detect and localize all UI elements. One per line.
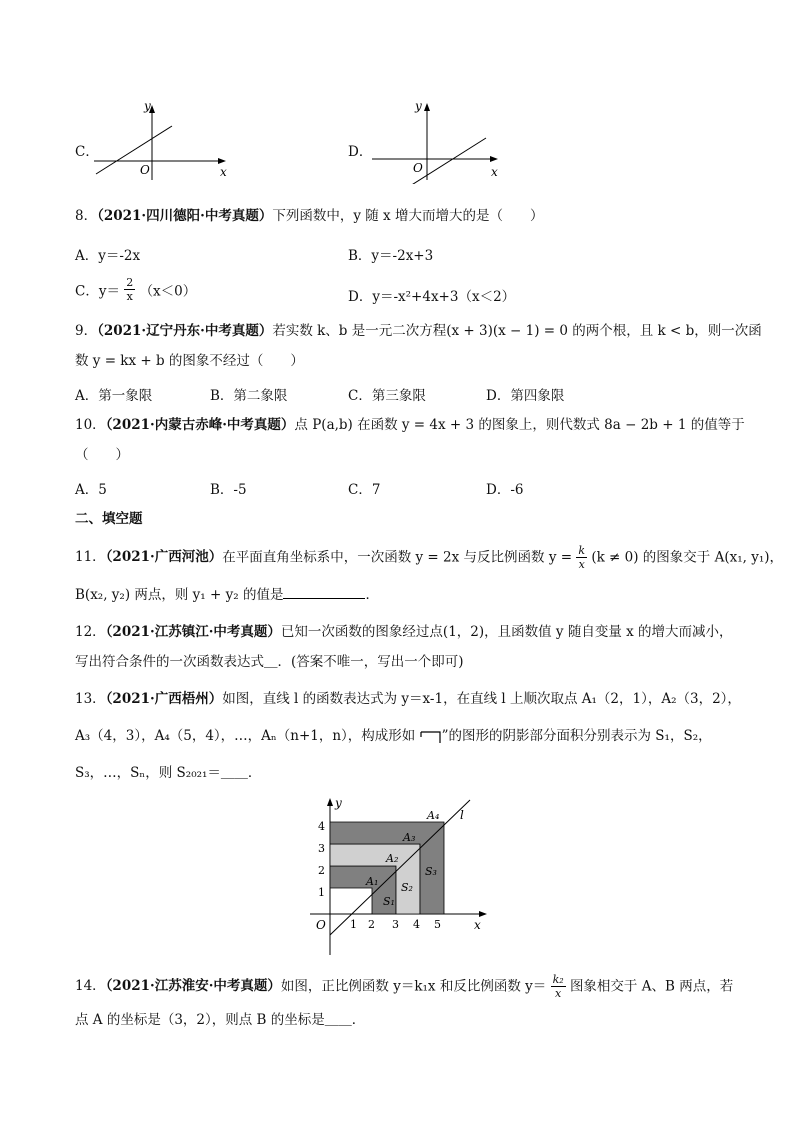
- q10-option-c: C．7: [348, 482, 381, 498]
- d-axis-y: y: [415, 99, 422, 113]
- q9-stem: 9．（2021·辽宁丹东·中考真题）若实数 k、b 是一元二次方程(x + 3)(x − 1) = 0 的两个根，且 k < b，则一次函: [75, 323, 762, 339]
- q10-option-b: B．-5: [210, 482, 247, 498]
- q9-option-c: C．第三象限: [348, 388, 426, 404]
- q12-stem: 12．（2021·江苏镇江·中考真题）已知一次函数的图象经过点(1，2)，且函数值 y 随自变量 x 的增大而减小，: [75, 624, 733, 640]
- svg-text:S₂: S₂: [401, 881, 413, 894]
- q8-option-d: D．y＝-x²+4x+3（x＜2）: [348, 289, 516, 305]
- svg-text:1: 1: [350, 918, 357, 931]
- q9-option-d: D．第四象限: [486, 388, 565, 404]
- q13-stem-3: S₃，…，Sₙ，则 S₂₀₂₁＝＿＿．: [75, 765, 262, 781]
- svg-text:4: 4: [318, 820, 325, 833]
- option-d-graph: [370, 98, 510, 184]
- option-d-label: D．: [348, 144, 373, 160]
- svg-text:l: l: [460, 808, 464, 822]
- svg-text:3: 3: [392, 918, 399, 931]
- c-axis-x: x: [220, 165, 227, 179]
- svg-text:S₁: S₁: [383, 895, 395, 908]
- svg-text:2: 2: [368, 918, 375, 931]
- q12-stem-2: 写出符合条件的一次函数表达式＿．(答案不唯一，写出一个即可): [75, 654, 464, 670]
- c-origin: O: [140, 163, 150, 177]
- q9-option-b: B．第二象限: [210, 388, 288, 404]
- q8-option-b: B．y＝-2x+3: [348, 248, 434, 264]
- q13-stem-2: A₃（4，3），A₄（5，4），…，Aₙ（n+1，n），构成形如 ”的图形的阴影部分面积分别表示为 S₁，S₂，: [75, 728, 712, 744]
- svg-text:A₄: A₄: [427, 809, 440, 822]
- option-c-graph: [92, 100, 232, 182]
- q14-stem-2: 点 A 的坐标是（3，2），则点 B 的坐标是＿＿．: [75, 1012, 366, 1028]
- q10-option-a: A．5: [75, 482, 107, 498]
- svg-text:3: 3: [318, 842, 325, 855]
- q10-stem-2: （ ）: [75, 447, 129, 463]
- svg-text:5: 5: [434, 918, 441, 931]
- svg-text:1: 1: [318, 886, 325, 899]
- q8-option-a: A．y＝-2x: [75, 248, 141, 264]
- q9-option-a: A．第一象限: [75, 388, 153, 404]
- q8-stem: 8．（2021·四川德阳·中考真题）下列函数中，y 随 x 增大而增大的是（ ）: [75, 208, 544, 224]
- svg-text:S₃: S₃: [425, 865, 437, 878]
- d-axis-x: x: [491, 165, 498, 179]
- d-origin: O: [413, 161, 423, 175]
- q13-stem: 13．（2021·广西梧州）如图，直线 l 的函数表达式为 y＝x-1，在直线 l 上顺次取点 A₁（2，1），A₂（3，2），: [75, 691, 741, 707]
- svg-text:A₃: A₃: [403, 831, 416, 844]
- svg-text:A₂: A₂: [386, 852, 399, 865]
- svg-text:x: x: [474, 918, 481, 932]
- option-c-label: C．: [75, 144, 99, 160]
- q14-stem: 14．（2021·江苏淮安·中考真题）如图，正比例函数 y＝k₁x 和反比例函数 y＝ $\frac{\text{k₂}}{x}$ 图象相交于 A、B 两点，若: [75, 973, 734, 1000]
- svg-text:O: O: [316, 918, 326, 932]
- q9-stem-2: 数 y = kx + b 的图象不经过（ ）: [75, 353, 304, 369]
- svg-text:4: 4: [413, 918, 420, 931]
- q8-option-c: C．y＝ $\frac{2}{x}$ （x＜0）: [75, 276, 197, 303]
- q8-source: （2021·四川德阳·中考真题）: [97, 208, 273, 224]
- svg-text:A₁: A₁: [366, 875, 379, 888]
- q11-stem-2: B(x₂, y₂) 两点，则 y₁ + y₂ 的值是 ．: [75, 587, 379, 603]
- svg-text:y: y: [335, 796, 342, 810]
- q11-stem: 11．（2021·广西河池）在平面直角坐标系中，一次函数 y = 2x 与反比例函数 y = $\frac{k}{x}$ (k ≠ 0) 的图象交于 A(x₁, y₁)，: [75, 544, 784, 571]
- q10-stem: 10．（2021·内蒙古赤峰·中考真题）点 P(a,b) 在函数 y = 4x + 3 的图象上，则代数式 8a − 2b + 1 的值等于: [75, 417, 745, 433]
- svg-text:2: 2: [318, 864, 325, 877]
- q10-option-d: D．-6: [486, 482, 524, 498]
- q13-figure: [300, 795, 500, 960]
- q11-answer-blank[interactable]: [283, 586, 365, 599]
- c-axis-y: y: [144, 100, 151, 113]
- section-title: 二、填空题: [75, 511, 143, 527]
- bracket-shape-icon: [420, 730, 442, 744]
